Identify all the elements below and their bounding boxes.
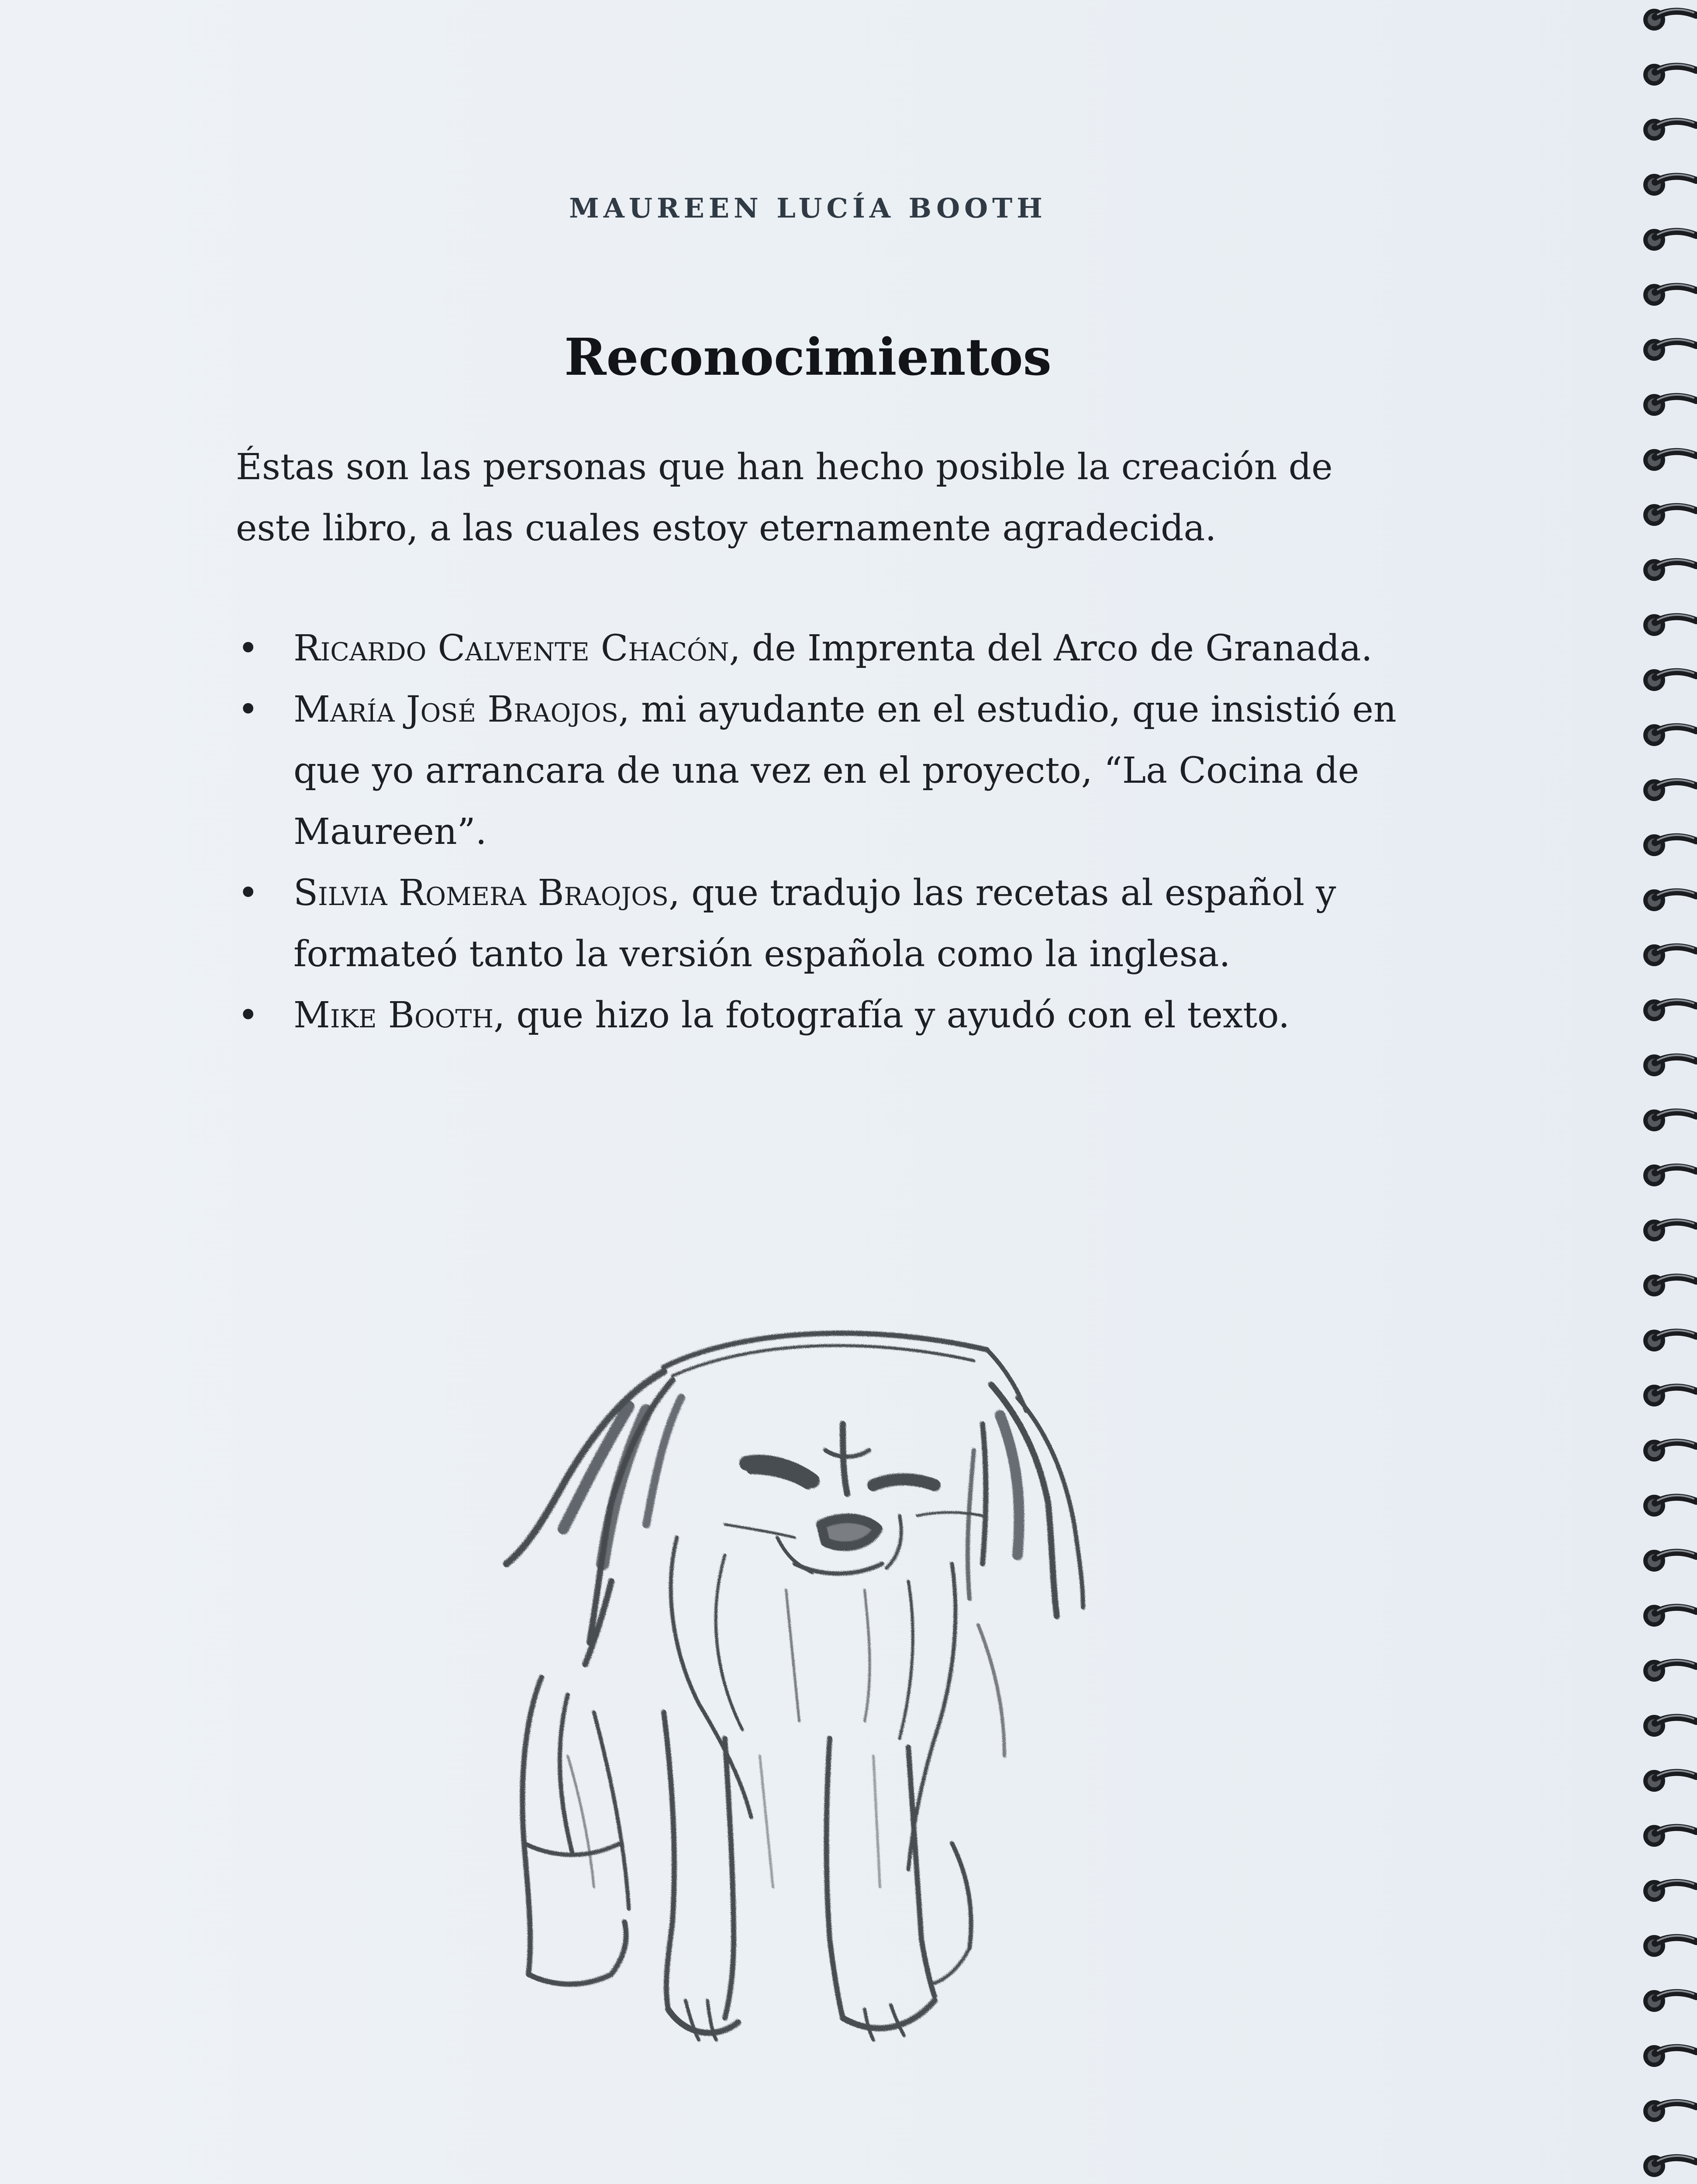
binding-coil [1645, 175, 1696, 194]
page-title: Reconocimientos [564, 328, 1052, 387]
binding-coil [1645, 725, 1696, 744]
binding-coil [1645, 1386, 1696, 1404]
credit-text: , que tradujo las recetas al español y formateó tanto la versión española como la inglesa. [293, 872, 1336, 975]
intro-paragraph: Éstas son las personas que han hecho posible la creación de este libro, a las cuales estoy eternamente agradecida. [236, 446, 1333, 549]
bullet-icon: • [238, 872, 259, 914]
binding-coil [1645, 1936, 1696, 1955]
binding-coil [1645, 1606, 1696, 1624]
binding-coil [1645, 1330, 1696, 1349]
binding-coil [1645, 395, 1696, 414]
binding-coil [1645, 2156, 1696, 2175]
list-item [236, 618, 1415, 679]
binding-coil [1645, 1771, 1696, 1790]
binding-coil [1645, 670, 1696, 689]
credit-name: Mike Booth [293, 995, 494, 1036]
binding-coil [1645, 560, 1696, 579]
dog-sketch-icon [480, 1319, 1162, 2079]
credit-name: Silvia Romera Braojos [293, 872, 669, 914]
binding-coil [1645, 1496, 1696, 1514]
bullet-icon: • [238, 995, 259, 1036]
bullet-icon: • [238, 689, 259, 730]
binding-coil [1645, 1661, 1696, 1679]
credit-text: , mi ayudante en el estudio, que insistió en que yo arrancara de una vez en el proyecto, “La Cocina de Maureen”. [293, 689, 1397, 853]
binding-coil [1645, 340, 1696, 359]
credit-text: , de Imprenta del Arco de Granada. [729, 628, 1373, 669]
binding-coil [1645, 1826, 1696, 1845]
binding-coil [1645, 1991, 1696, 2010]
binding-coil [1645, 1275, 1696, 1294]
binding-coil [1645, 945, 1696, 964]
spiral-binding-icon [1642, 0, 1697, 2184]
credit-name: María José Braojos [293, 689, 618, 730]
binding-coil [1645, 1055, 1696, 1074]
binding-coil [1645, 835, 1696, 854]
binding-coil [1645, 1551, 1696, 1569]
binding-coil [1645, 1716, 1696, 1735]
binding-coil [1645, 780, 1696, 799]
binding-coil [1645, 2101, 1696, 2120]
binding-coil [1645, 2046, 1696, 2065]
binding-coil [1645, 120, 1696, 138]
binding-coil [1645, 1000, 1696, 1019]
binding-coil [1645, 450, 1696, 469]
list-item [236, 863, 1415, 985]
binding-coil [1645, 1441, 1696, 1459]
binding-coil [1645, 285, 1696, 304]
credit-name: Ricardo Calvente Chacón [293, 628, 729, 669]
running-header-author: MAUREEN LUCÍA BOOTH [569, 192, 1047, 224]
credit-text: , que hizo la fotografía y ayudó con el texto. [493, 995, 1290, 1036]
binding-coil [1645, 65, 1696, 83]
binding-coil [1645, 1165, 1696, 1184]
binding-coil [1645, 10, 1696, 28]
binding-coil [1645, 505, 1696, 524]
bullet-icon: • [238, 628, 259, 669]
list-item [236, 679, 1415, 863]
binding-coil [1645, 1220, 1696, 1239]
binding-coil [1645, 890, 1696, 909]
credits-list [236, 618, 1415, 1046]
list-item [236, 985, 1415, 1046]
binding-coil [1645, 1110, 1696, 1129]
binding-coil [1645, 1881, 1696, 1900]
binding-coil [1645, 615, 1696, 634]
binding-coil [1645, 230, 1696, 249]
